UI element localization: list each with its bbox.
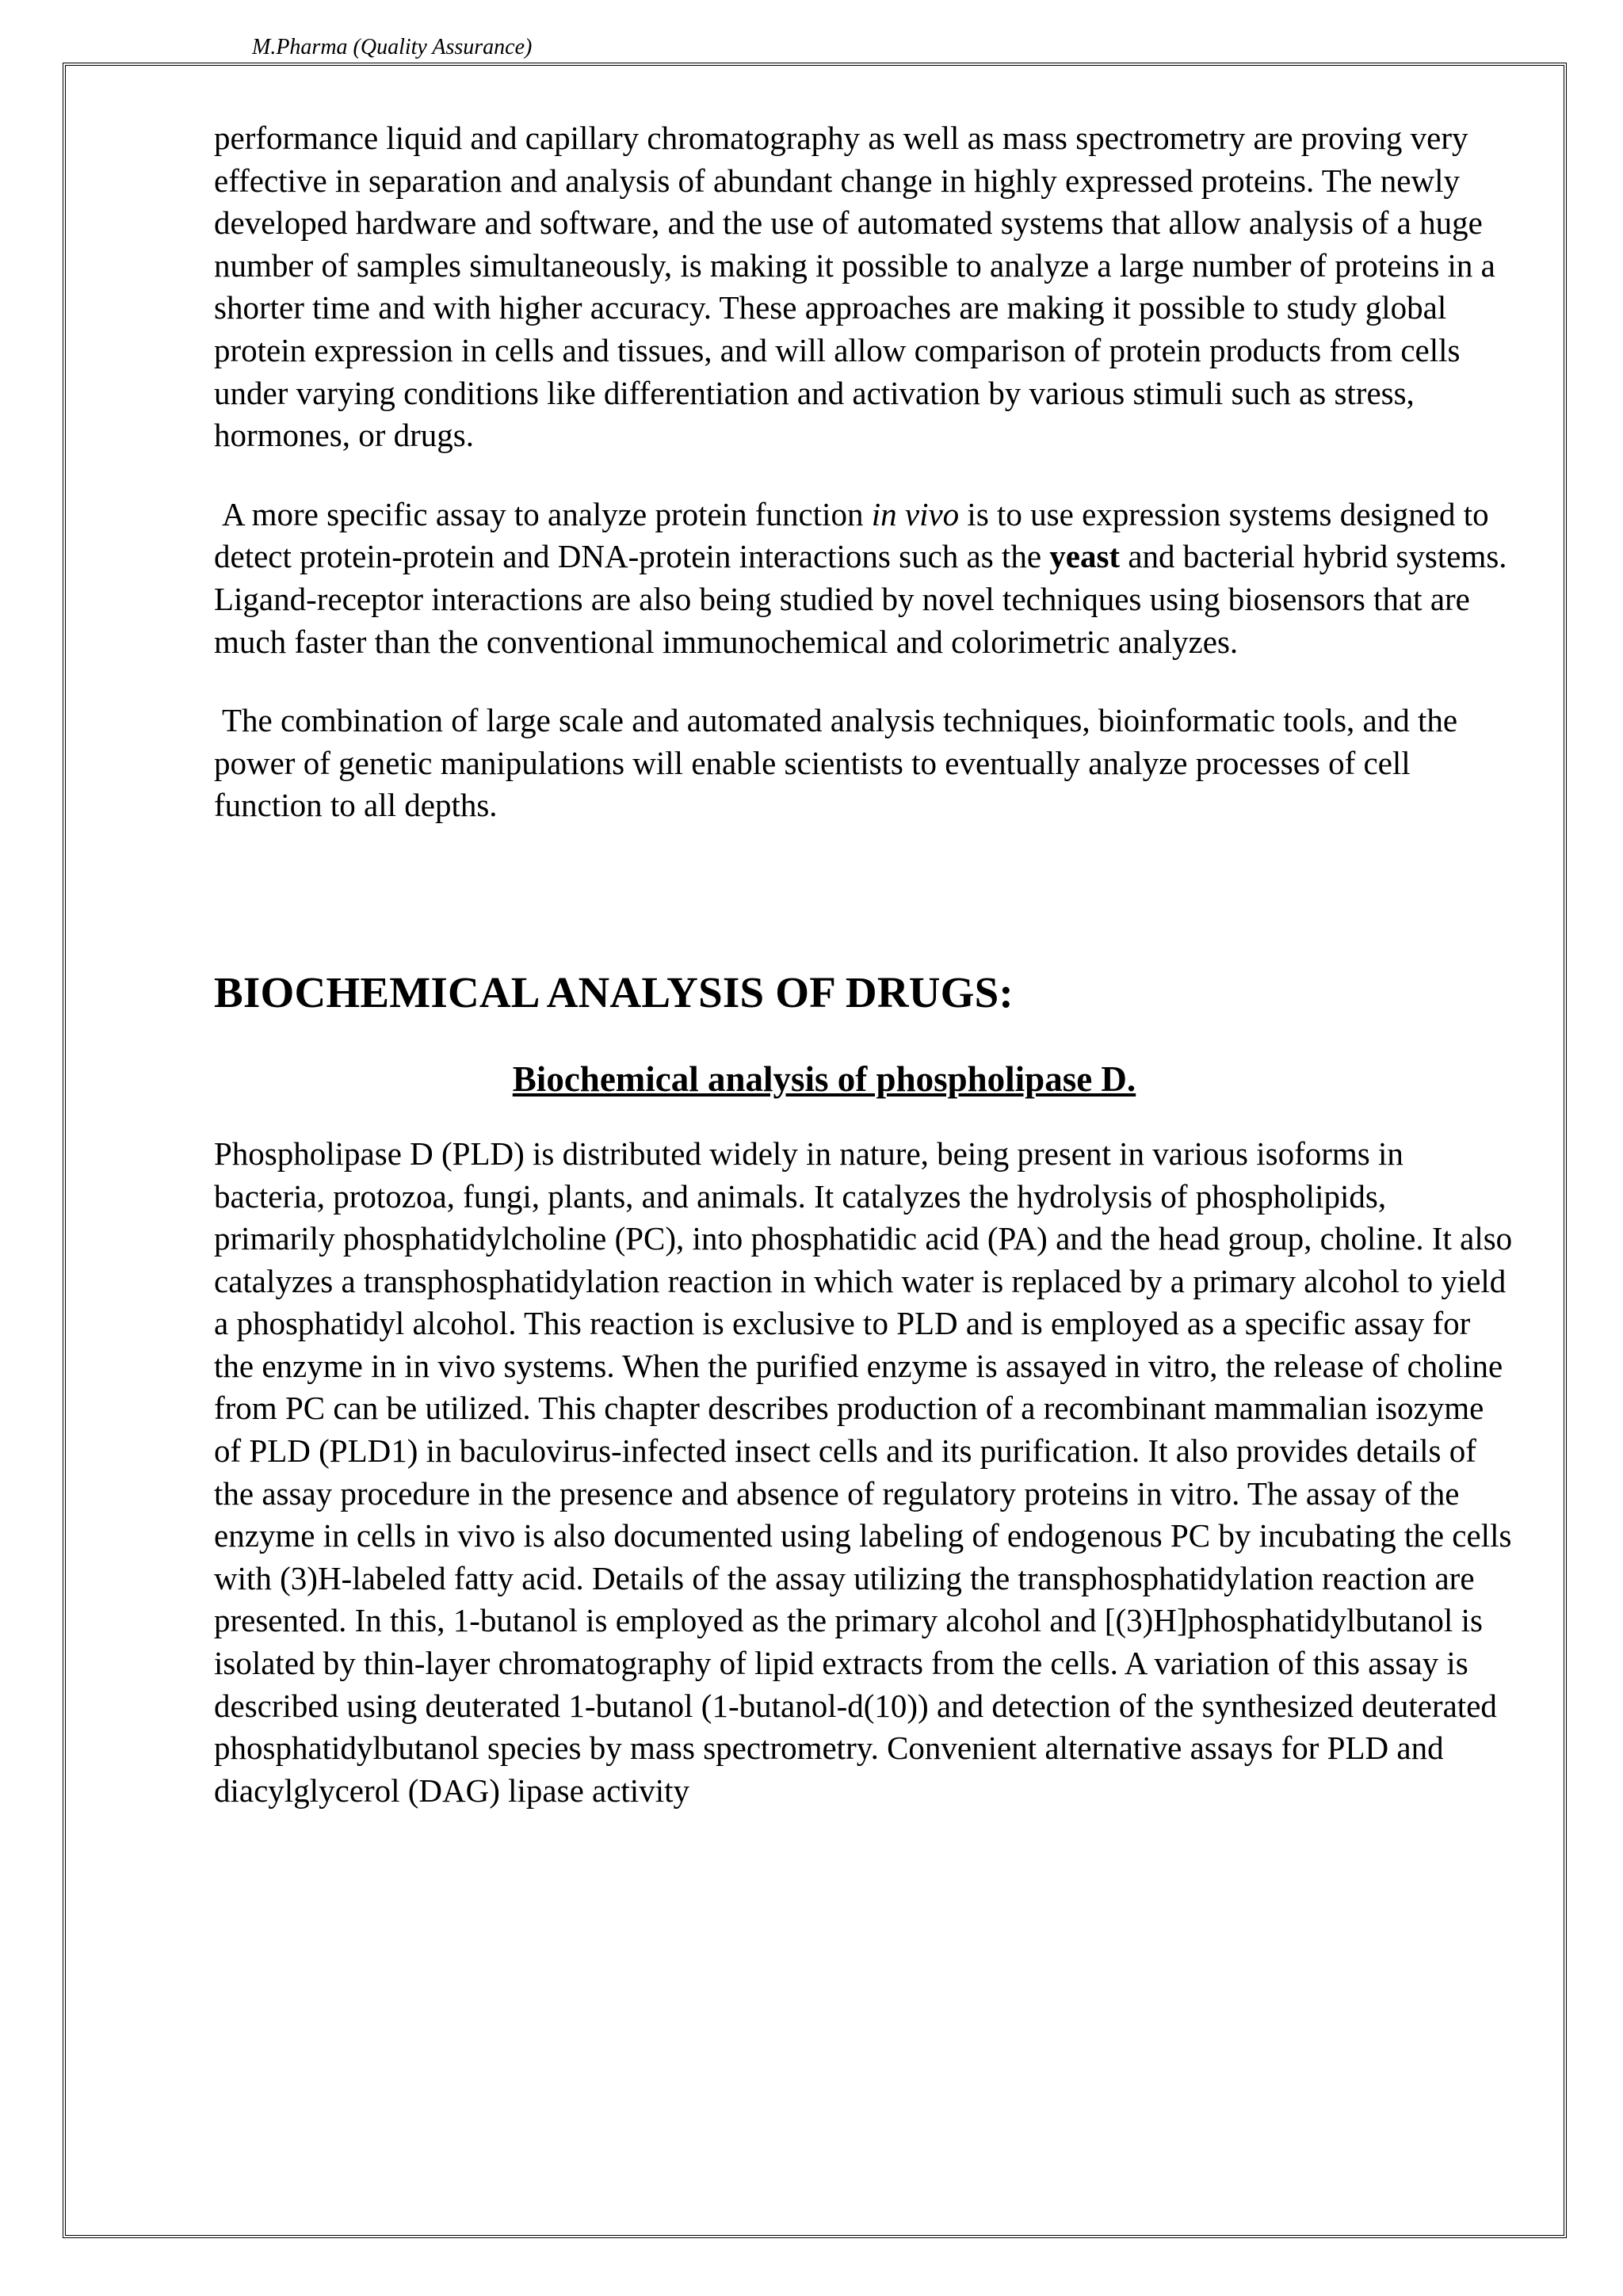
p3-text: The combination of large scale and automated analysis techniques, bioinformatic tools, and the power of genetic manipulations will enable scientists to eventually analyze processes of cell function to all depths. xyxy=(214,702,1458,824)
paragraph-combination xyxy=(214,700,1514,827)
p2-text-1: A more specific assay to analyze protein function xyxy=(222,495,872,532)
paragraph-expression-systems xyxy=(214,494,1514,663)
paragraph-proteomics-methods: performance liquid and capillary chromatography as well as mass spectrometry are proving very effective in separation and analysis of abundant change in highly expressed proteins. The newly developed hardware and software, and the use of automated systems that allow analysis of a huge number of samples simultaneously, is making it possible to analyze a large number of proteins in a shorter time and with higher accuracy. These approaches are making it possible to study global protein expression in cells and tissues, and will allow comparison of protein products from cells under varying conditions like differentiation and activation by various stimuli such as stress, hormones, or drugs. xyxy=(214,120,1495,454)
page-content xyxy=(214,117,1514,1812)
subsection-heading: Biochemical analysis of phospholipase D. xyxy=(512,1058,1136,1099)
p2-text-2: is to use expression systems designed to detect protein-protein and DNA-protein interactions such as the xyxy=(214,495,1489,575)
p2-italic-in-vivo: in vivo xyxy=(871,495,960,532)
p2-bold-yeast: yeast xyxy=(1049,538,1121,575)
running-header: M.Pharma (Quality Assurance) xyxy=(252,35,533,59)
p2-text-3: and bacterial hybrid systems. Ligand-receptor interactions are also being studied by novel techniques using biosensors that are much faster than the conventional immunochemical and colorimetric analyzes. xyxy=(214,538,1507,660)
paragraph-phospholipase-d: Phospholipase D (PLD) is distributed widely in nature, being present in various isoforms in bacteria, protozoa, fungi, plants, and animals. It catalyzes the hydrolysis of phospholipids, primarily phosphatidylcholine (PC), into phosphatidic acid (PA) and the head group, choline. It also catalyzes a transphosphatidylation reaction in which water is replaced by a primary alcohol to yield a phosphatidyl alcohol. This reaction is exclusive to PLD and is employed as a specific assay for the enzyme in in vivo systems. When the purified enzyme is assayed in vitro, the release of choline from PC can be utilized. This chapter describes production of a recombinant mammalian isozyme of PLD (PLD1) in baculovirus-infected insect cells and its purification. It also provides details of the assay procedure in the presence and absence of regulatory proteins in vitro. The assay of the enzyme in cells in vivo is also documented using labeling of endogenous PC by incubating the cells with (3)H-labeled fatty acid. Details of the assay utilizing the transphosphatidylation reaction are presented. In this, 1-butanol is employed as the primary alcohol and [(3)H]phosphatidylbutanol is isolated by thin-layer chromatography of lipid extracts from the cells. A variation of this assay is described using deuterated 1-butanol (1-butanol-d(10)) and detection of the synthesized deuterated phosphatidylbutanol species by mass spectrometry. Convenient alternative assays for PLD and diacylglycerol (DAG) lipase activity xyxy=(214,1135,1513,1809)
section-heading: BIOCHEMICAL ANALYSIS OF DRUGS: xyxy=(214,967,1014,1016)
